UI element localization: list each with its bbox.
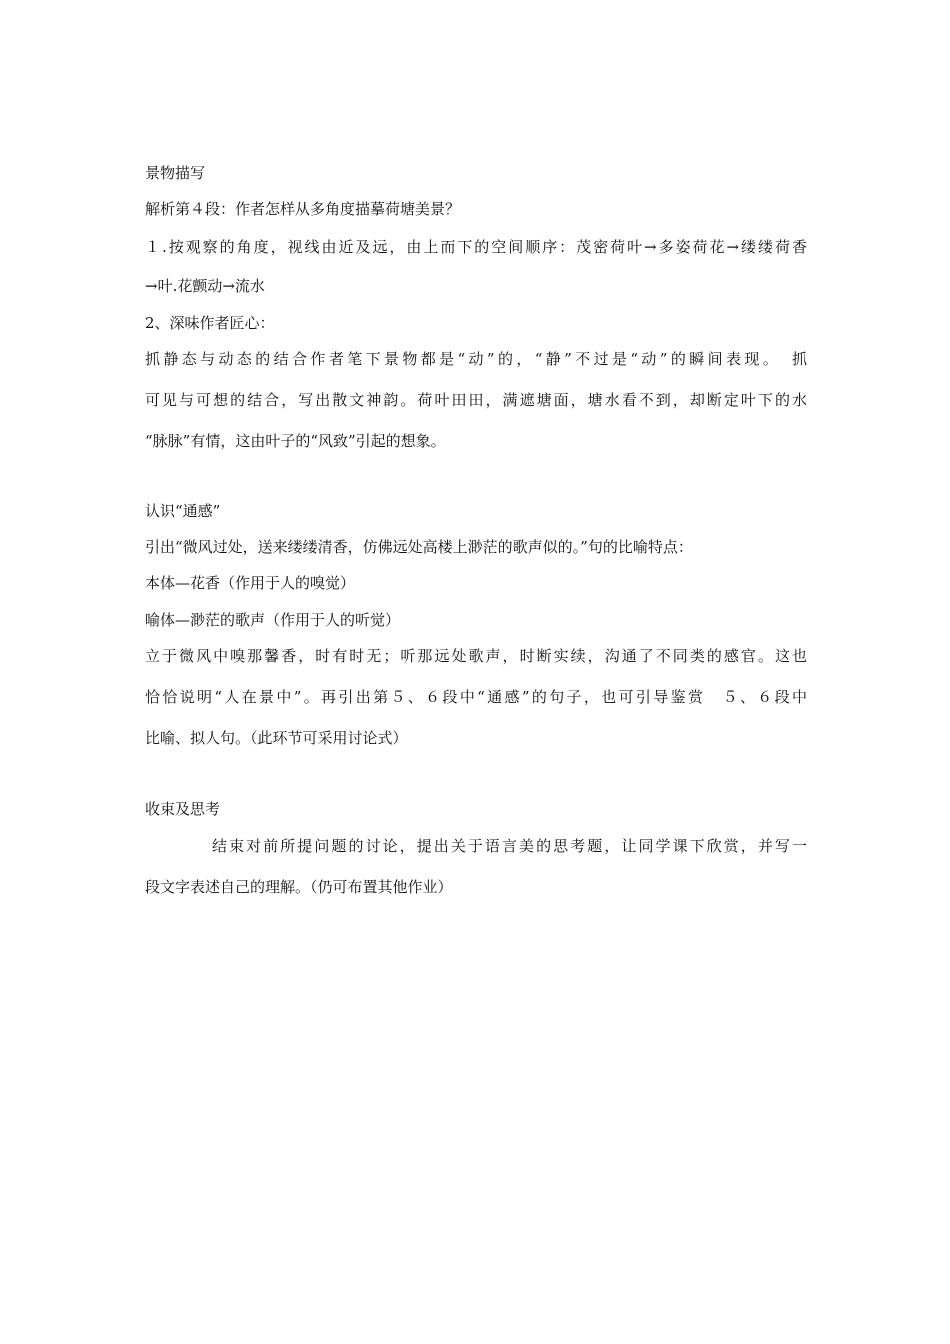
section2-intro: 引出“微风过处，送来缕缕清香，仿佛远处高楼上渺茫的歌声似的。”句的比喻特点：	[145, 538, 693, 556]
tenor-line: 本体—花香（作用于人的嗅觉）	[145, 574, 356, 592]
point1-line2: →叶.花颤动→流水	[145, 277, 265, 295]
section-heading-conclusion: 收束及思考	[145, 800, 221, 818]
section1-para-line3: “脉脉”有情，这由叶子的“风致”引起的想象。	[145, 432, 446, 450]
section-heading-scenery: 景物描写	[145, 164, 206, 182]
section-heading-synesthesia: 认识“通感”	[145, 502, 221, 520]
vehicle-line: 喻体—渺茫的歌声（作用于人的听觉）	[145, 611, 401, 629]
section2-para-line1: 立于微风中嗅那馨香，时有时无；听那远处歌声，时断实续，沟通了不同类的感官。这也	[145, 647, 807, 665]
section3-para-line2: 段文字表述自己的理解。（仍可布置其他作业）	[145, 878, 453, 896]
section1-para-line1: 抓静态与动态的结合作者笔下景物都是“动”的，“静”不过是“动”的瞬间表现。 抓	[145, 350, 807, 368]
section2-para-line3: 比喻、拟人句。（此环节可采用讨论式）	[145, 729, 408, 747]
question-line: 解析第４段：作者怎样从多角度描摹荷塘美景？	[145, 200, 461, 218]
section2-para-line2: 恰恰说明“人在景中”。再引出第５、６段中“通感”的句子，也可引导鉴赏 ５、６段中	[145, 688, 807, 706]
point1-line1: １.按观察的角度，视线由近及远，由上而下的空间顺序：茂密荷叶→多姿荷花→缕缕荷香	[145, 238, 807, 256]
point2-title: 2、深味作者匠心：	[145, 314, 275, 332]
section3-para-line1: 结束对前所提问题的讨论，提出关于语言美的思考题，让同学课下欣赏，并写一	[212, 837, 807, 855]
section1-para-line2: 可见与可想的结合，写出散文神韵。荷叶田田，满遮塘面，塘水看不到，却断定叶下的水	[145, 391, 807, 409]
